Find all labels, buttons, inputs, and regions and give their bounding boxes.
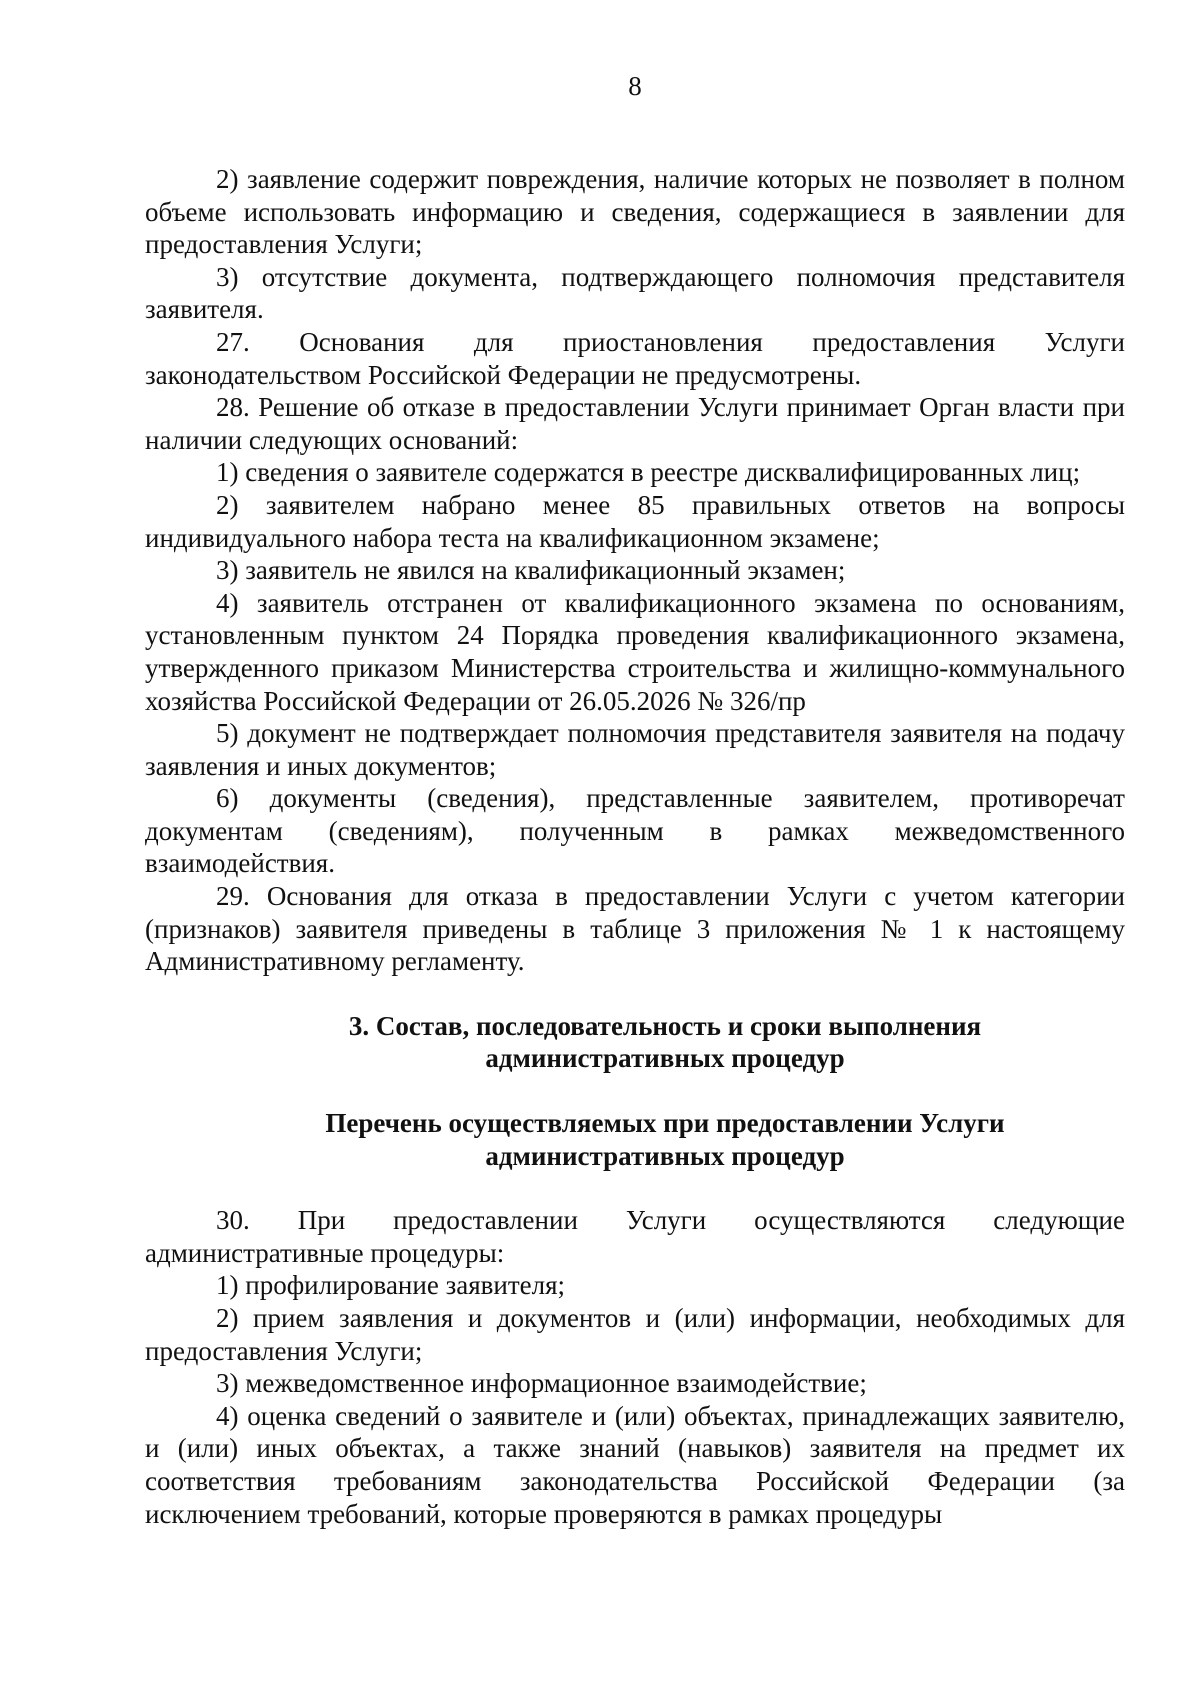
paragraph-procedure-item-2: 2) прием заявления и документов и (или) информации, необходимых для предоставления Услуги; [145, 1303, 1125, 1366]
page-number: 8 [628, 71, 642, 101]
subsection-heading [145, 1107, 1125, 1172]
paragraph-procedure-item-4: 4) оценка сведений о заявителе и (или) объектах, принадлежащих заявителю, и (или) иных объектах, а также знаний (навыков) заявителя на предмет их соответствия требованиям законодательства Российской Федерации (за исключением требований, которые проверяются в рамках процедуры [145, 1400, 1125, 1529]
paragraph-refusal-item-6: 6) документы (сведения), представленные заявителем, противоречат документам (сведениям), полученным в рамках межведомственного взаимодействия. [145, 783, 1125, 879]
paragraph-29-refusal-by-category: 29. Основания для отказа в предоставлении Услуги с учетом категории (признаков) заявителя приведены в таблице 3 приложения № 1 к настоящему Административному регламенту. [145, 881, 1125, 977]
paragraph-refusal-item-2: 2) заявителем набрано менее 85 правильных ответов на вопросы индивидуального набора теста на квалификационном экзамене; [145, 489, 1125, 553]
paragraph-refusal-item-1: 1) сведения о заявителе содержатся в реестре дисквалифицированных лиц; [216, 457, 1081, 488]
paragraph-28-refusal-decision: 28. Решение об отказе в предоставлении Услуги принимает Орган власти при наличии следующих оснований: [145, 392, 1125, 455]
paragraph-refusal-item-5: 5) документ не подтверждает полномочия представителя заявителя на подачу заявления и иных документов; [145, 718, 1125, 781]
paragraph-item-3-missing-authority: 3) отсутствие документа, подтверждающего полномочия представителя заявителя. [145, 261, 1125, 325]
paragraph-procedure-item-1: 1) профилирование заявителя; [216, 1270, 566, 1301]
document-body [145, 163, 1125, 1530]
section-heading-line-1: 3. Состав, последовательность и сроки выполнения [348, 1010, 982, 1041]
paragraph-30-procedures: 30. При предоставлении Услуги осуществляются следующие административные процедуры: [145, 1205, 1125, 1268]
paragraph-item-2-damaged-application: 2) заявление содержит повреждения, наличие которых не позволяет в полном объеме использовать информацию и сведения, содержащиеся в заявлении для предоставления Услуги; [145, 164, 1125, 260]
paragraph-27-suspension-grounds: 27. Основания для приостановления предоставления Услуги законодательством Российской Федерации не предусмотрены. [145, 326, 1125, 390]
subsection-heading-line-1: Перечень осуществляемых при предоставлении Услуги [325, 1108, 1005, 1139]
paragraph-procedure-item-3: 3) межведомственное информационное взаимодействие; [216, 1368, 867, 1399]
subsection-heading-line-2: административных процедур [485, 1140, 845, 1171]
section-heading-line-2: административных процедур [485, 1043, 845, 1074]
paragraph-refusal-item-3: 3) заявитель не явился на квалификационный экзамен; [216, 555, 846, 586]
paragraph-refusal-item-4: 4) заявитель отстранен от квалификационного экзамена по основаниям, установленным пунктом 24 Порядка проведения квалификационного экзамена, утвержденного приказом Министерства строительства и жилищно-коммунального хозяйства Российской Федерации от 26.05.2026 № 326/пр [145, 587, 1125, 716]
section-heading [145, 1010, 1125, 1075]
